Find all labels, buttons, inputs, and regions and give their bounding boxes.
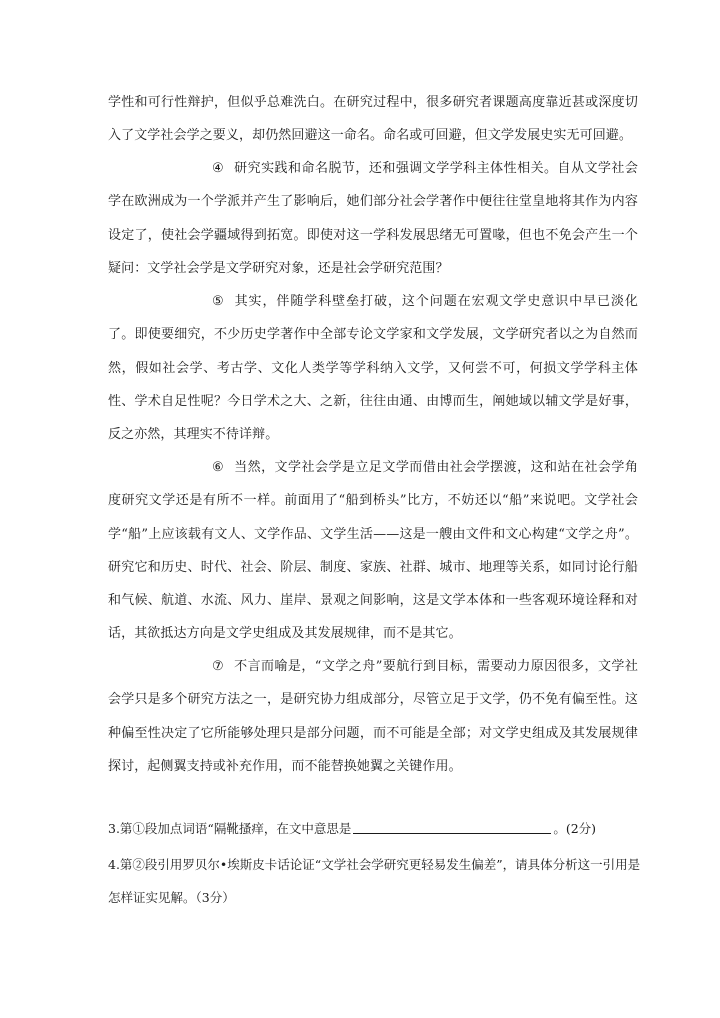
question-4	[108, 848, 648, 914]
paragraph-number: ⑦	[212, 659, 224, 674]
paragraph-number: ⑤	[212, 294, 224, 309]
question-text: 4.第②段引用罗贝尔•埃斯皮卡话论证“文学社会学研究更轻易发生偏差”，请具体分析这一引用是怎样证实见解。（3分）	[108, 857, 641, 905]
paragraph-number: ⑥	[212, 460, 224, 475]
paragraph-7	[108, 650, 638, 783]
paragraph-text: 学性和可行性辩护，但似乎总难洗白。在研究过程中，很多研究者课题高度靠近甚或深度切入了文学社会学之要义，却仍然回避这一命名。命名或可回避，但文学发展史实无可回避。	[108, 95, 638, 144]
question-text: 3.第①段加点词语“隔靴搔痒，在文中意思是	[108, 821, 352, 836]
answer-blank[interactable]	[353, 819, 551, 834]
paragraph-4	[108, 152, 638, 285]
paragraph-continued	[108, 86, 638, 153]
paragraph-6	[108, 451, 638, 651]
paragraph-text: 研究实践和命名脱节，还和强调文学学科主体性相关。自从文学社会学在欧洲成为一个学派并产生了影响后，她们部分社会学著作中便往往堂皇地将其作为内容设定了，使社会学疆域得到拓宽。即使对这一学科发展思绪无可置喙，但也不免会产生一个疑问：文学社会学是文学研究对象，还是社会学研究范围？	[108, 161, 638, 276]
paragraph-5	[108, 285, 638, 451]
question-3	[108, 812, 648, 845]
paragraph-text: 当然，文学社会学是立足文学而借由社会学摆渡，这和站在社会学角度研究文学还是有所不一样。前面用了“船到桥头”比方，不妨还以“船”来说吧。文学社会学“船”上应该载有文人、文学作品、文学生活——这是一艘由文件和文心构建“文学之舟”。研究它和历史、时代、社会、阶层、制度、家族、社群、城市、地理等关系，如同讨论行船和气候、航道、水流、风力、崖岸、景观之间影响，这是文学本体和一些客观环境诠释和对话，其欲抵达方向是文学史组成及其发展规律，而不是其它。	[108, 460, 638, 642]
paragraph-number: ④	[212, 161, 224, 176]
paragraph-text: 其实，伴随学科壁垒打破，这个问题在宏观文学史意识中早已淡化了。即使要细究，不少历史学著作中全部专论文学家和文学发展，文学研究者以之为自然而然，假如社会学、考古学、文化人类学等学科纳入文学，又何尝不可，何损文学学科主体性、学术自足性呢？今日学术之大、之新，往往由通、由博而生，阐她域以辅文学是好事，反之亦然，其理实不待详辩。	[108, 294, 638, 443]
question-score: 。(2分)	[553, 821, 597, 836]
paragraph-text: 不言而喻是，“文学之舟”要航行到目标，需要动力原因很多，文学社会学只是多个研究方法之一，是研究协力组成部分，尽管立足于文学，仍不免有偏至性。这种偏至性决定了它所能够处理只是部分问题，而不可能是全部；对文学史组成及其发展规律探讨，起侧翼支持或补充作用，而不能替换她翼之关键作用。	[108, 659, 638, 774]
